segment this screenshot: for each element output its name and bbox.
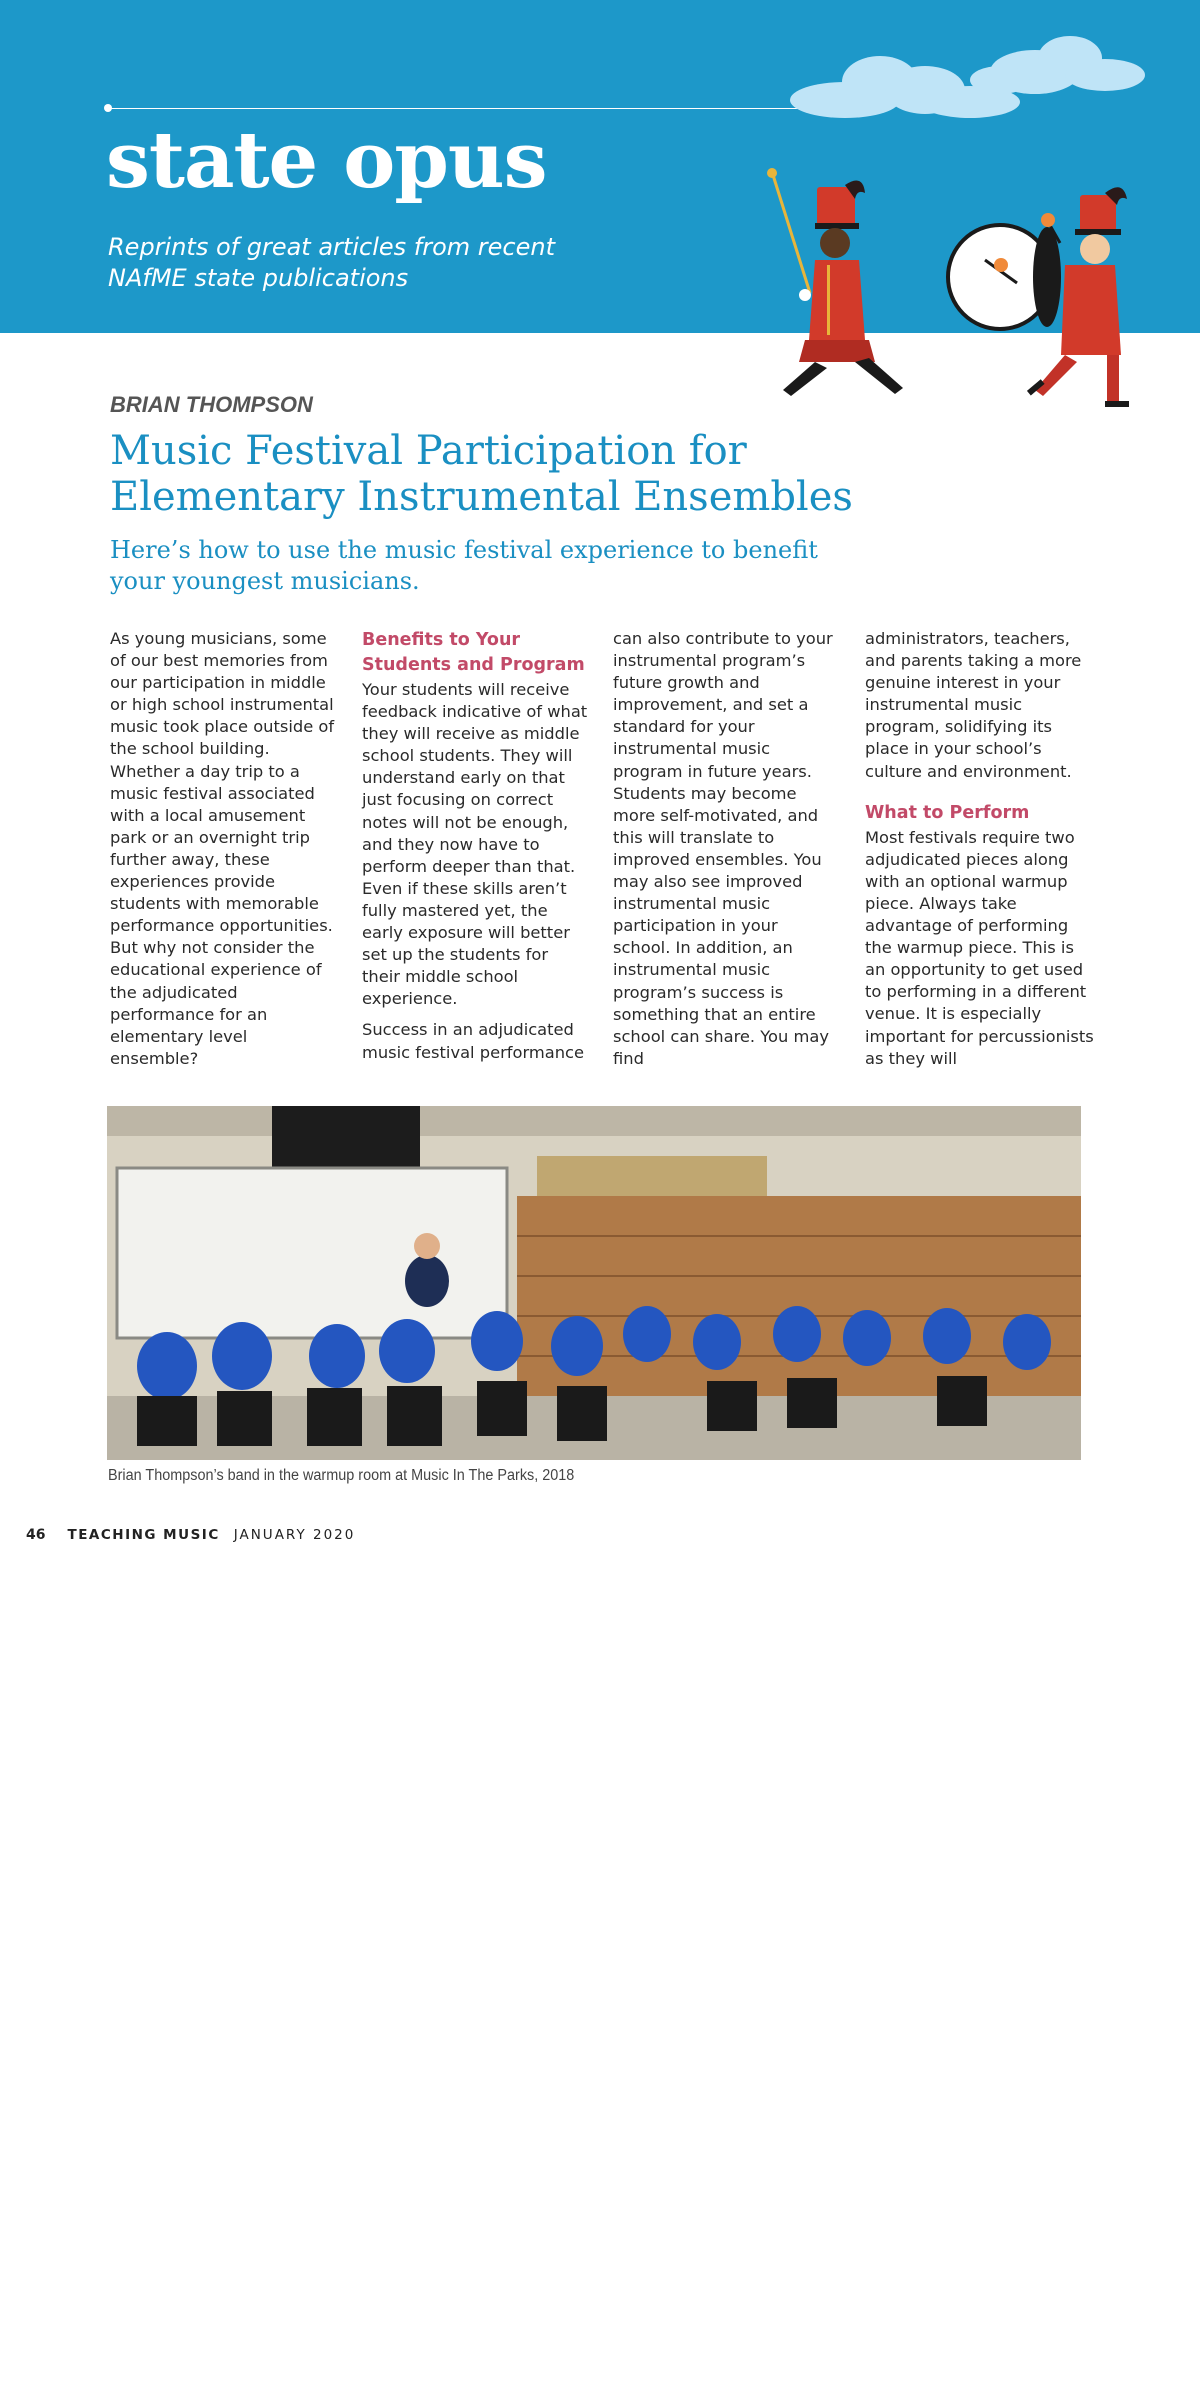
photo-credit: Photo credit: Whitney Warner (1168, 2234, 1182, 2391)
article-subtitle: Here’s how to use the music festival experience to benefit your youngest musicians. (110, 536, 818, 595)
perform-paragraph-1: Most festivals require two adjudicated pieces along with an optional warmup piece. Always take advantage of performing the warmup piece. This is an opportunity to get used to performing in a different venue. It is especially important for percussionists as they will (865, 827, 1094, 1068)
benefits-paragraph-2-start: Success in an adjudicated music festival performance (362, 1020, 585, 1062)
section-title: state opus (106, 115, 547, 206)
magazine-name: TEACHING MUSIC (67, 1527, 220, 1543)
band-photo-illustration (107, 1106, 1081, 1460)
article-column-4 (865, 628, 1097, 1079)
benefits-paragraph-2-end: administrators, teachers, and parents taking a more genuine interest in your instrumental music program, solidifying its place in your school’s culture and environment. (865, 629, 1082, 781)
page-number: 46 (26, 1527, 46, 1543)
article-column-1 (110, 628, 336, 1079)
photo-caption: Brian Thompson’s band in the warmup room at Music In The Parks, 2018 (108, 1467, 575, 1484)
article-column-3 (613, 628, 839, 1079)
banner-rule (108, 108, 848, 109)
benefits-paragraph-1: Your students will receive feedback indicative of what they will receive as middle school students. They will understand early on that just focusing on correct notes will not be enough, and they now have to perform deeper than that. Even if these skills aren’t fully mastered yet, the early exposure will better set up the students for their middle school experience. (362, 680, 588, 1009)
article-column-2 (362, 628, 588, 1073)
heading-benefits: Benefits to Your Students and Program (362, 630, 585, 675)
page-footer (26, 1527, 355, 1543)
section-tagline: Reprints of great articles from recent NAfME state publications (108, 233, 555, 292)
issue-date: JANUARY 2020 (233, 1527, 356, 1543)
banner-rule-dot (104, 104, 112, 112)
intro-paragraph: As young musicians, some of our best memories from our participation in middle or high school instrumental music took place outside of the school building. Whether a day trip to a music festival associated with a local amusement park or an overnight trip further away, these experiences provide students with memorable performance opportunities. But why not consider the educational experience of the adjudicated performance for an elementary level ensemble? (110, 629, 335, 1068)
article-author: BRIAN THOMPSON (110, 392, 313, 417)
clouds-illustration (785, 20, 1155, 130)
marching-band-illustration (735, 165, 1155, 415)
benefits-paragraph-2-continued: can also contribute to your instrumental program’s future growth and improvement, and set a standard for your instrumental music program in future years. Students may become more self-motivated, and this will translate to improved ensembles. You may also see improved instrumental music participation in your school. In addition, an instrumental music program’s success is something that an entire school can share. You may find (613, 629, 833, 1068)
article-title: Music Festival Participation for Elementary Instrumental Ensembles (110, 428, 853, 520)
heading-what-to-perform: What to Perform (865, 802, 1030, 823)
